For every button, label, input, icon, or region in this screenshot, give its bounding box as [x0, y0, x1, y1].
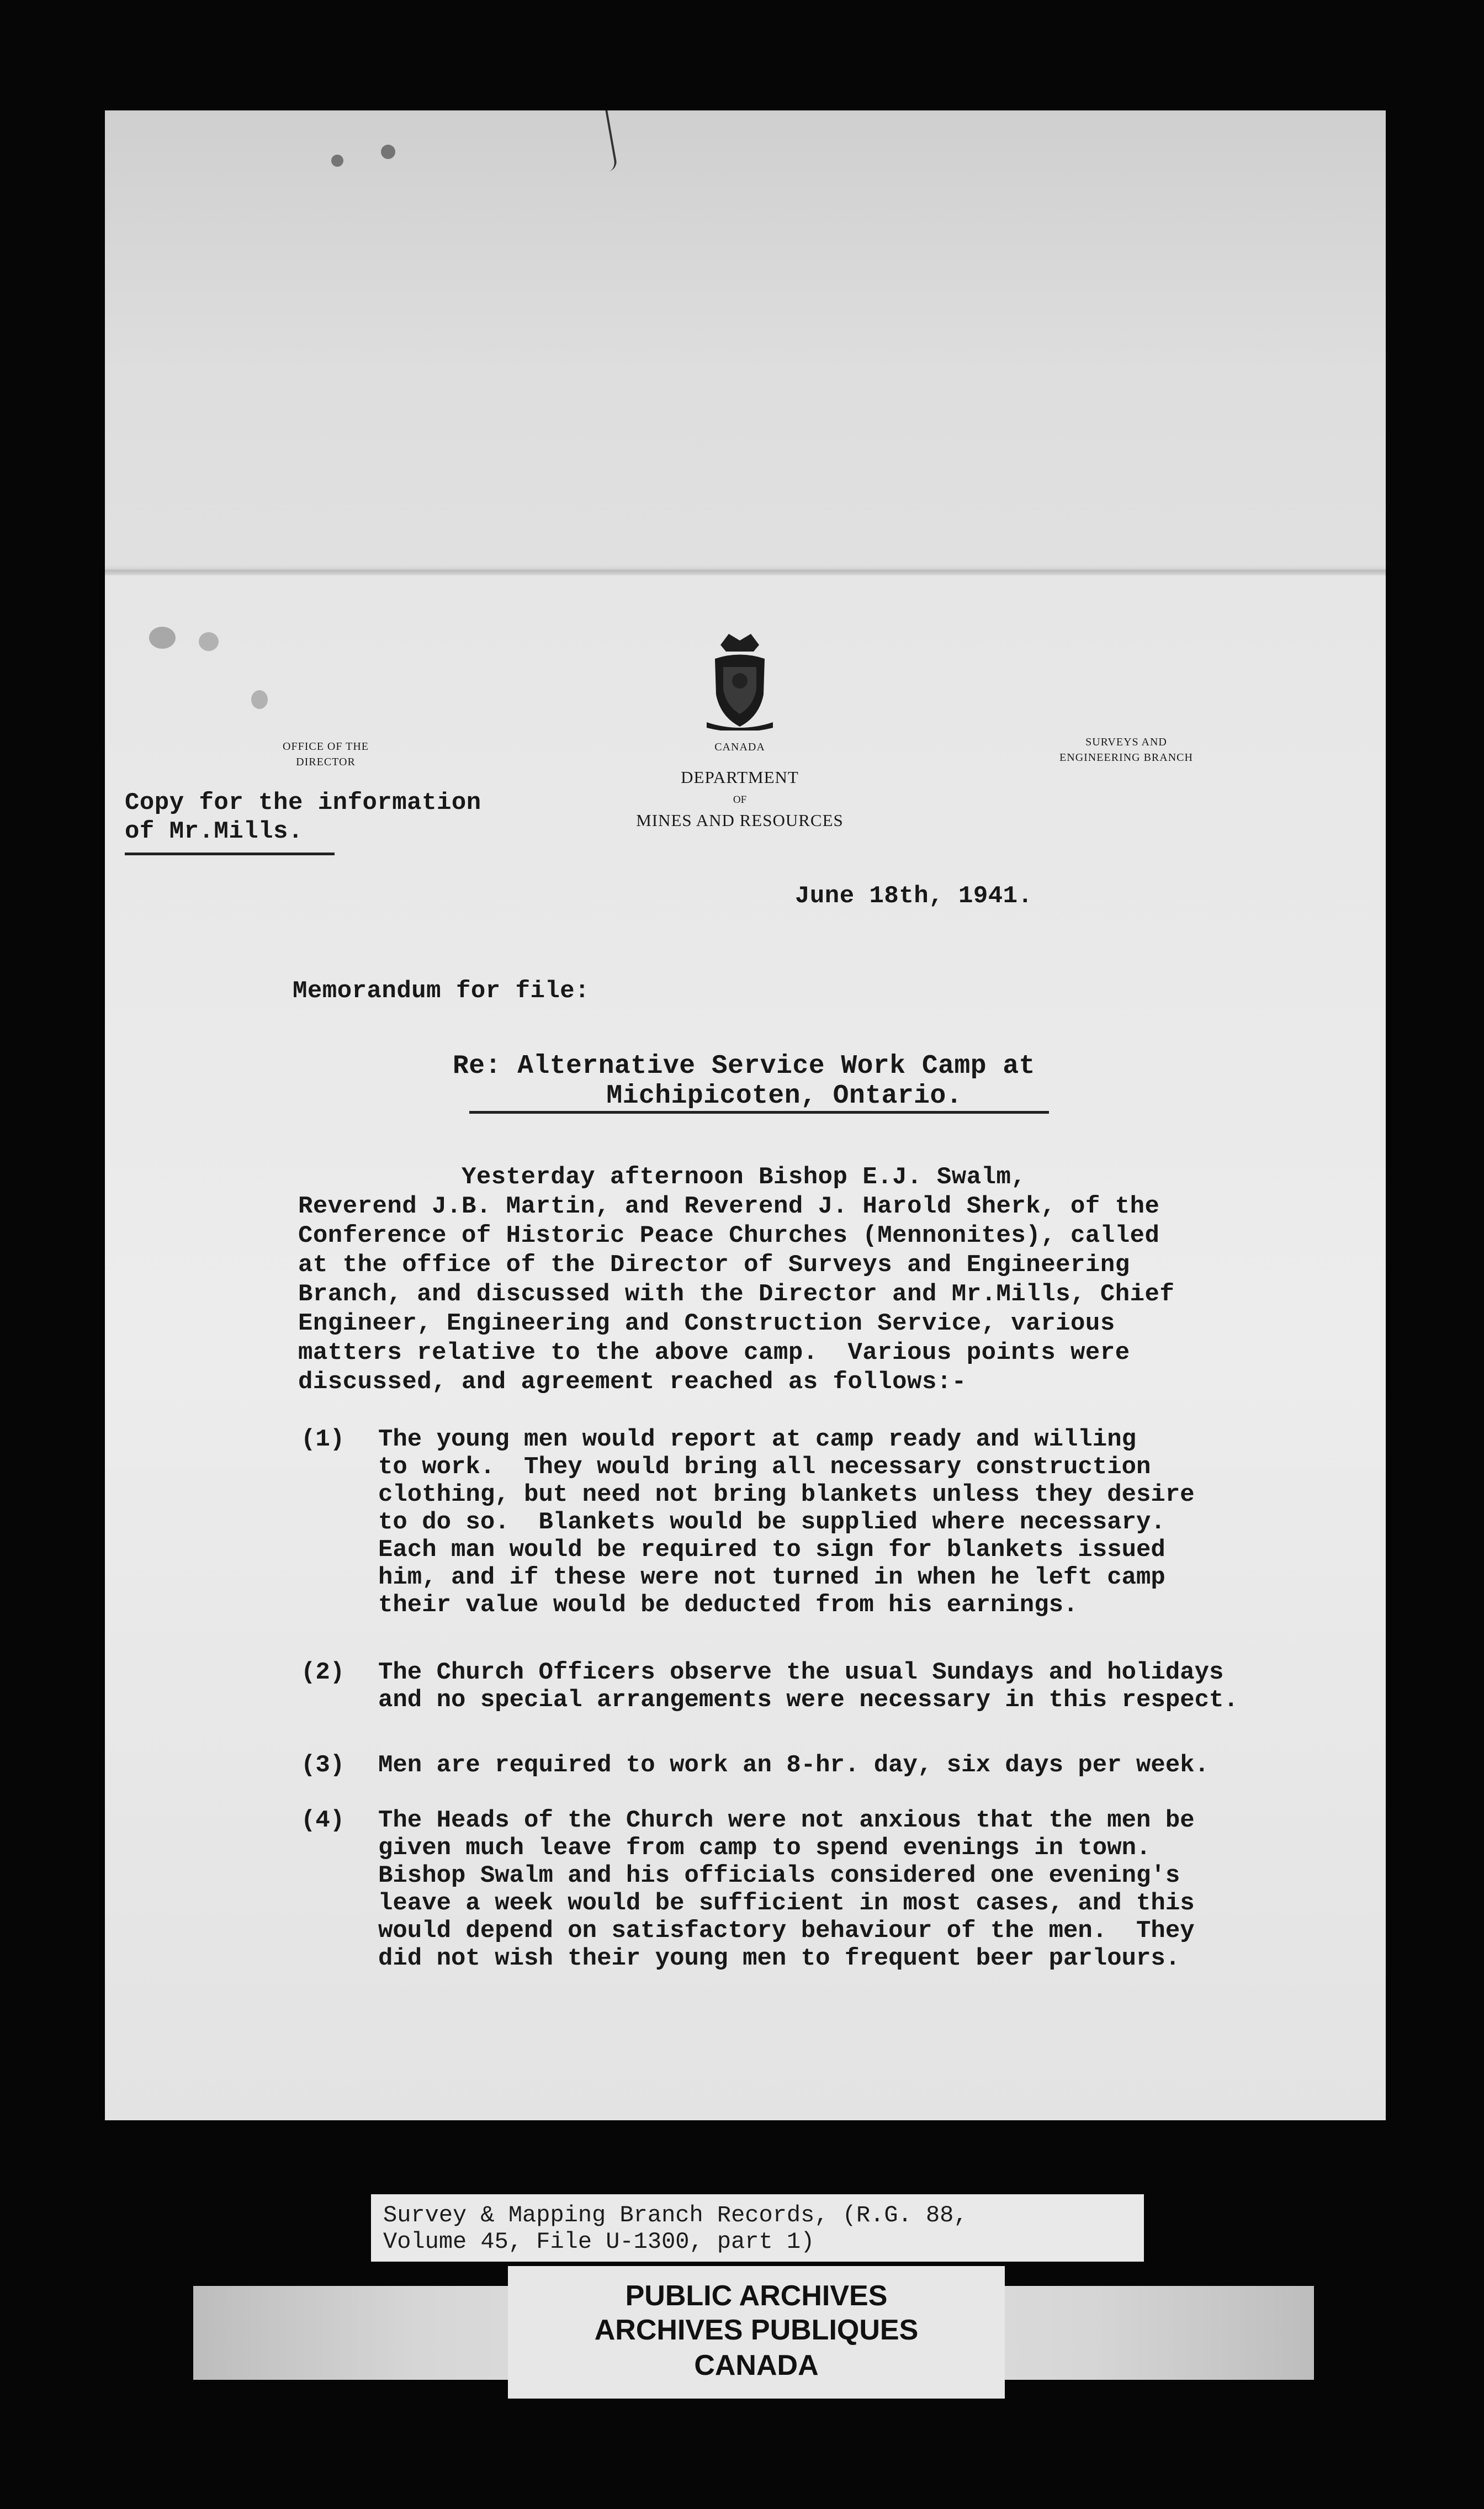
memo-subject: Re: Alternative Service Work Camp at Michipicoten, Ontario. [453, 1051, 1035, 1111]
memo-date: June 18th, 1941. [795, 882, 1033, 910]
list-item [301, 1426, 1195, 1619]
item-number: (4) [301, 1807, 345, 1834]
item-text: The Heads of the Church were not anxious that the men be given much leave from camp to spend evenings in town. Bishop Swalm and his officials considered one evening's leave a week would be sufficient in most cases, and this would depend on satisfactory behaviour of the men. They did not wish their young men to frequent beer parlours. [378, 1807, 1195, 1972]
list-item [301, 1807, 1195, 1972]
item-text: The Church Officers observe the usual Sundays and holidays and no special arrangements were necessary in this respect. [378, 1659, 1238, 1714]
archive-line-3: CANADA [694, 2349, 819, 2381]
stain-mark [149, 627, 176, 649]
page-fold [105, 570, 1386, 575]
stain-mark [381, 145, 395, 159]
letterhead-ministry: MINES AND RESOURCES [636, 811, 844, 830]
stain-mark [251, 690, 268, 709]
memo-heading: Memorandum for file: [293, 977, 590, 1005]
item-number: (1) [301, 1426, 345, 1453]
item-number: (3) [301, 1751, 345, 1779]
letterhead-country: CANADA [714, 741, 765, 753]
surveys-branch: SURVEYS AND ENGINEERING BRANCH [1059, 736, 1193, 764]
item-number: (2) [301, 1659, 345, 1686]
list-item [301, 1659, 1238, 1742]
records-reference: Survey & Mapping Branch Records, (R.G. 88, Volume 45, File U-1300, part 1) [383, 2202, 968, 2255]
letterhead-of: OF [733, 794, 747, 806]
stain-mark [199, 632, 219, 651]
subject-underline [469, 1111, 1049, 1114]
copy-note-underline [125, 853, 335, 855]
letterhead-department: DEPARTMENT [681, 767, 799, 787]
coat-of-arms-icon [698, 628, 781, 731]
item-text: Men are required to work an 8-hr. day, six days per week. [378, 1751, 1210, 1779]
archive-line-2: ARCHIVES PUBLIQUES [594, 2314, 919, 2346]
archive-label [508, 2266, 1005, 2399]
archive-line-1: PUBLIC ARCHIVES [625, 2280, 888, 2312]
stain-mark [331, 155, 343, 167]
office-of-director: OFFICE OF THE DIRECTOR [283, 740, 369, 768]
item-text: The young men would report at camp ready and willing to work. They would bring all necessary construction clothing, but need not bring blankets unless they desire to do so. Blankets would be supplied where necessary. Each man would be required to sign for blankets issued him, and if these were not turned in when he left camp their value would be deducted from his earnings. [378, 1426, 1195, 1619]
copy-note: Copy for the information of Mr.Mills. [125, 789, 481, 845]
records-label [371, 2194, 1144, 2262]
intro-paragraph: Yesterday afternoon Bishop E.J. Swalm, Reverend J.B. Martin, and Reverend J. Harold Sherk, of the Conference of Historic Peace Churches (Mennonites), called at the office of the Director of Surveys and Engineering Branch, and discussed with the Director and Mr.Mills, Chief Engineer, Engineering and Construction Service, various matters relative to the above camp. Various points were discussed, and agreement reached as follows:- [298, 1163, 1175, 1396]
